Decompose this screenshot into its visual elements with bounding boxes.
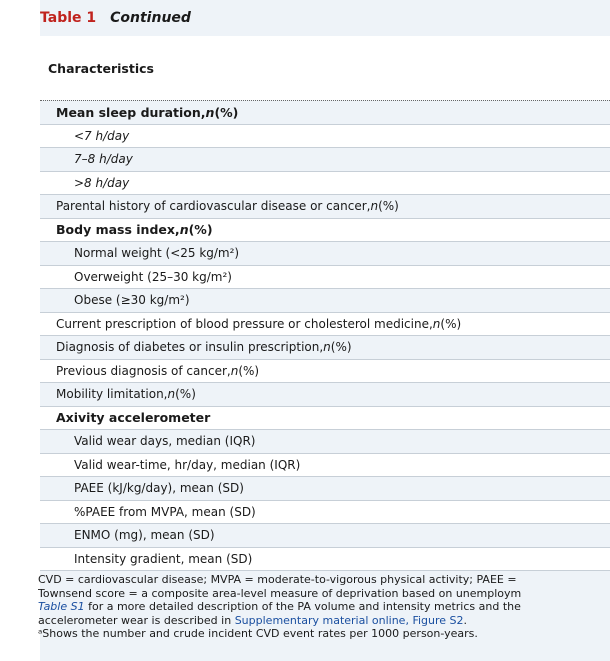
table-row bbox=[40, 454, 610, 478]
table-continued: Continued bbox=[110, 10, 191, 26]
row-label-suffix: (%) bbox=[214, 104, 239, 120]
row-label-suffix: (%) bbox=[440, 316, 462, 331]
row-label: Mean sleep duration, bbox=[56, 104, 206, 120]
row-label: PAEE (kJ/kg/day), mean (SD) bbox=[74, 481, 244, 496]
table-row bbox=[40, 548, 610, 572]
footnote-line: Table S1 for a more detailed description of the PA volume and intensity metrics and the bbox=[38, 600, 521, 613]
table-section-row bbox=[40, 407, 610, 431]
table-row bbox=[40, 336, 610, 360]
row-label-suffix: (%) bbox=[175, 387, 196, 402]
row-label-suffix: (%) bbox=[238, 363, 260, 378]
row-label: 7–8 h/day bbox=[74, 152, 133, 167]
table-row bbox=[40, 477, 610, 501]
row-label: Body mass index, bbox=[56, 222, 180, 238]
table-header bbox=[40, 36, 610, 100]
row-label: Parental history of cardiovascular disease or cancer, bbox=[56, 199, 371, 214]
table-row bbox=[40, 195, 610, 219]
table-row bbox=[40, 383, 610, 407]
row-label-suffix: (%) bbox=[188, 222, 213, 238]
row-label: ENMO (mg), mean (SD) bbox=[74, 528, 215, 543]
table-row bbox=[40, 524, 610, 548]
table-row bbox=[40, 430, 610, 454]
row-label: Diagnosis of diabetes or insulin prescription, bbox=[56, 340, 324, 355]
table-row bbox=[40, 313, 610, 337]
row-label: %PAEE from MVPA, mean (SD) bbox=[74, 504, 256, 519]
table-footnotes bbox=[38, 573, 610, 641]
table-number: Table 1 bbox=[40, 10, 97, 26]
table-row bbox=[40, 289, 610, 313]
row-label: Valid wear days, median (IQR) bbox=[74, 434, 256, 449]
footnote-line: ᵃShows the number and crude incident CVD event rates per 1000 person-years. bbox=[38, 627, 478, 640]
table-row bbox=[40, 172, 610, 196]
table-s1-link[interactable]: Table S1 bbox=[38, 600, 85, 613]
row-label: >8 h/day bbox=[74, 175, 130, 190]
row-label-italic: n bbox=[179, 222, 189, 238]
table-row bbox=[40, 125, 610, 149]
footnote-line: Townsend score = a composite area-level measure of deprivation based on unemploym bbox=[38, 586, 522, 600]
row-label: Intensity gradient, mean (SD) bbox=[74, 551, 253, 566]
header-characteristics: Characteristics bbox=[48, 60, 154, 76]
left-margin bbox=[0, 0, 40, 661]
table-row bbox=[40, 501, 610, 525]
row-label: Previous diagnosis of cancer, bbox=[56, 363, 231, 378]
row-label: Obese (≥30 kg/m²) bbox=[74, 293, 190, 308]
row-label-suffix: (%) bbox=[330, 340, 352, 355]
table-row bbox=[40, 360, 610, 384]
table-body bbox=[40, 101, 610, 571]
row-label-italic: n bbox=[323, 340, 331, 355]
row-label-suffix: (%) bbox=[378, 199, 399, 214]
row-label: Current prescription of blood pressure or cholesterol medicine, bbox=[56, 316, 433, 331]
row-label: Axivity accelerometer bbox=[56, 410, 211, 426]
table-section-row bbox=[40, 219, 610, 243]
table-row bbox=[40, 242, 610, 266]
footnote-line: accelerometer wear is described in Supplementary material online, Figure S2. bbox=[38, 613, 468, 627]
table-row bbox=[40, 266, 610, 290]
table-section-row bbox=[40, 101, 610, 125]
row-label: <7 h/day bbox=[74, 128, 130, 143]
row-label-italic: n bbox=[432, 316, 441, 331]
row-label-italic: n bbox=[205, 104, 215, 120]
row-label: Overweight (25–30 kg/m²) bbox=[74, 269, 232, 284]
row-label: Normal weight (<25 kg/m²) bbox=[74, 246, 240, 261]
row-label: Valid wear-time, hr/day, median (IQR) bbox=[74, 457, 301, 472]
table-row bbox=[40, 148, 610, 172]
row-label-italic: n bbox=[370, 199, 379, 214]
row-label-italic: n bbox=[230, 363, 239, 378]
footnote-line: CVD = cardiovascular disease; MVPA = moderate-to-vigorous physical activity; PAEE = bbox=[38, 573, 517, 586]
row-label: Mobility limitation, bbox=[56, 387, 168, 402]
supplementary-link[interactable]: Supplementary material online, Figure S2 bbox=[234, 613, 464, 627]
table-title bbox=[40, 0, 610, 37]
row-label-italic: n bbox=[167, 387, 176, 402]
